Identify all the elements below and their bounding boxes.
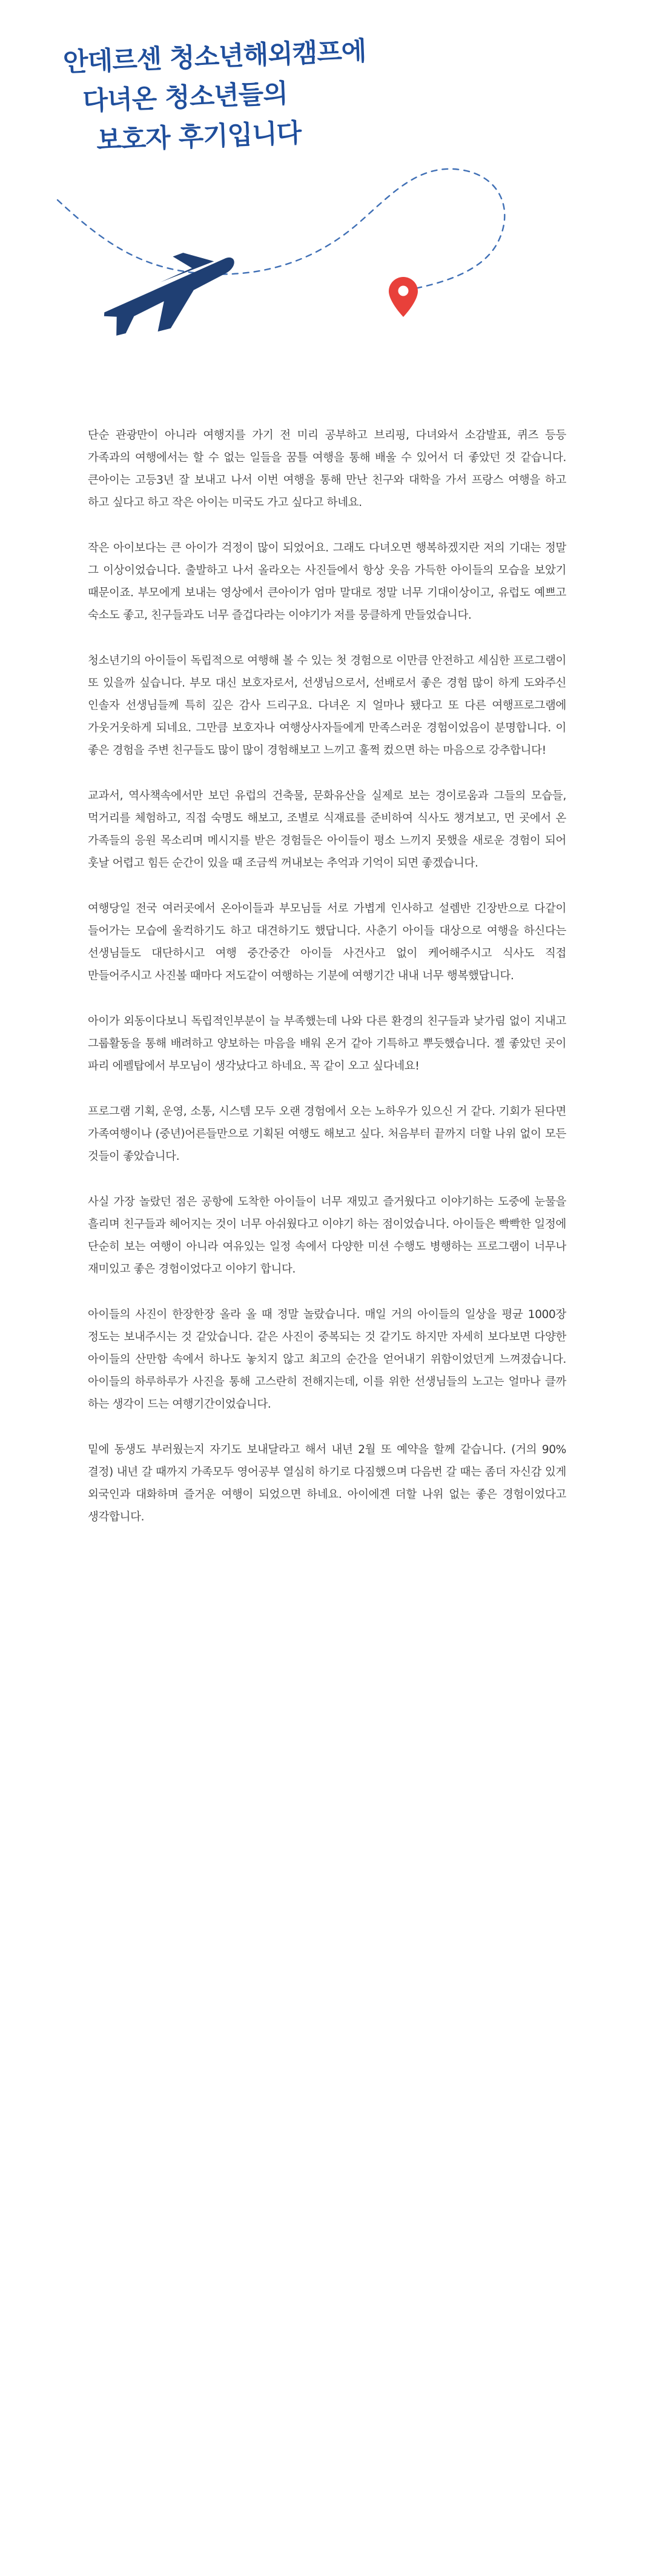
review-body xyxy=(88,424,566,1565)
review-paragraph-4: 교과서, 역사책속에서만 보던 유럽의 건축물, 문화유산을 실제로 보는 경이로움과 그들의 모습들, 먹거리를 체험하고, 직접 숙명도 해보고, 조별로 식재료를 준비하여 식사도 챙겨보고, 먼 곳에서 온 가족들의 응원 목소리며 메시지를 받은 경험들은 아이들이 평소 느끼지 못했을 새로운 경험이 되어 훗날 어렵고 힘든 순간이 있을 때 조금씩 꺼내보는 추억과 기억이 되면 좋겠습니다. xyxy=(88,790,566,870)
page-title-line-1: 안데르센 청소년해외캠프에 xyxy=(62,36,367,78)
review-paragraph-8: 사실 가장 놀랐던 점은 공항에 도착한 아이들이 너무 재밌고 즐거웠다고 이야기하는 도중에 눈물을 흘리며 친구들과 헤어지는 것이 너무 아쉬웠다고 이야기 하는 점이었습니다. 아이들은 빡빡한 일정에 단순히 보는 여행이 아니라 여유있는 일정 속에서 다양한 미션 수행도 병행하는 프로그램이 너무나 재미있고 좋은 경험이었다고 이야기 합니다. xyxy=(88,1196,566,1276)
airplane-icon xyxy=(90,238,241,341)
map-pin-icon xyxy=(388,276,419,318)
review-paragraph-1: 단순 관광만이 아니라 여행지를 가기 전 미리 공부하고 브리핑, 다녀와서 소감발표, 퀴즈 등등 가족과의 여행에서는 할 수 없는 일들을 꿈틀 여행을 통해 배울 수 있어서 더 좋았던 것 같습니다. 큰아이는 고등3년 잘 보내고 나서 이번 여행을 통해 만난 친구와 대학을 가서 프랑스 여행을 하고 하고 싶다고 하고 작은 아이는 미국도 가고 싶다고 하네요. xyxy=(88,429,566,509)
review-paragraph-6: 아이가 외동이다보니 독립적인부분이 늘 부족했는데 나와 다른 환경의 친구들과 낯가림 없이 지내고 그룹활동을 통해 배려하고 양보하는 마음을 배워 온거 같아 기특하고 뿌듯했습니다. 젤 좋았던 곳이 파리 에펠탑에서 부모님이 생각났다고 하네요. 꼭 같이 오고 싶다네요! xyxy=(88,1015,566,1073)
review-paragraph-3: 청소년기의 아이들이 독립적으로 여행해 볼 수 있는 첫 경험으로 이만큼 안전하고 세심한 프로그램이 또 있을까 싶습니다. 부모 대신 보호자로서, 선생님으로서, 선배로서 좋은 경험 많이 하게 도와주신 인솔자 선생님들께 특히 깊은 감사 드리구요. 다녀온 지 얼마나 됐다고 또 다른 여행프로그램에 가웃거웃하게 되네요. 그만큼 보호자나 여행상사자들에게 만족스러운 경험이었음이 분명합니다. 이 좋은 경험을 주변 친구들도 많이 많이 경험해보고 느끼고 훌쩍 컸으면 하는 마음으로 강추합니다! xyxy=(88,654,566,757)
review-paragraph-9: 아이들의 사진이 한장한장 올라 올 때 정말 놀랐습니다. 매일 거의 아이들의 일상을 평균 1000장 정도는 보내주시는 것 같았습니다. 같은 사진이 중복되는 것 같기도 하지만 자세히 보다보면 다양한 아이들의 산만함 속에서 하나도 놓치지 않고 최고의 순간을 얻어내기 위함이었던게 느껴졌습니다. 아이들의 하루하루가 사진을 통해 고스란히 전해지는데, 이를 위한 선생님들의 노고는 얼마나 클까 하는 생각이 드는 여행기간이었습니다. xyxy=(88,1308,566,1411)
hero-section xyxy=(0,0,654,424)
review-paragraph-5: 여행당일 전국 여러곳에서 온아이들과 부모님들 서로 가볍게 인사하고 설렘반 긴장반으로 다같이 들어가는 모습에 울컥하기도 하고 대견하기도 했답니다. 사춘기 아이들 대상으로 여행을 하신다는 선생님들도 대단하시고 여행 중간중간 아이들 사건사고 없이 케어해주시고 식사도 직접 만들어주시고 사진볼 때마다 저도같이 여행하는 기분에 여행기간 내내 너무 행복했답니다. xyxy=(88,902,566,982)
page-title-line-3: 보호자 후기입니다 xyxy=(96,118,302,156)
review-paragraph-7: 프로그램 기획, 운영, 소통, 시스템 모두 오랜 경험에서 오는 노하우가 있으신 거 같다. 기회가 된다면 가족여행이나 (중년)어른들만으로 기획된 여행도 해보고 싶다. 처음부터 끝까지 더할 나위 없이 모든 것들이 좋았습니다. xyxy=(88,1105,566,1163)
page-title-line-2: 다녀온 청소년들의 xyxy=(82,78,288,117)
page-title xyxy=(58,26,522,162)
review-paragraph-2: 작은 아이보다는 큰 아이가 걱정이 많이 되었어요. 그래도 다녀오면 행복하겠지란 저의 기대는 정말 그 이상이었습니다. 출발하고 나서 올라오는 사진들에서 항상 웃음 가득한 아이들의 모습을 보았기 때문이죠. 부모에게 보내는 영상에서 큰아이가 엄마 말대로 정말 너무 기대이상이고, 유럽도 예쁘고 숙소도 좋고, 친구들과도 너무 즐겁다라는 이야기가 저를 뭉클하게 만들었습니다. xyxy=(88,542,566,622)
review-paragraph-10: 밑에 동생도 부러웠는지 자기도 보내달라고 해서 내년 2월 또 예약을 할께 같습니다. (거의 90%결정) 내년 갈 때까지 가족모두 영어공부 열심히 하기로 다짐했으며 다음번 갈 때는 좀더 자신감 있게 외국인과 대화하며 즐거운 여행이 되었으면 하네요. 아이에겐 더할 나위 없는 좋은 경험이었다고 생각합니다. xyxy=(88,1443,566,1523)
